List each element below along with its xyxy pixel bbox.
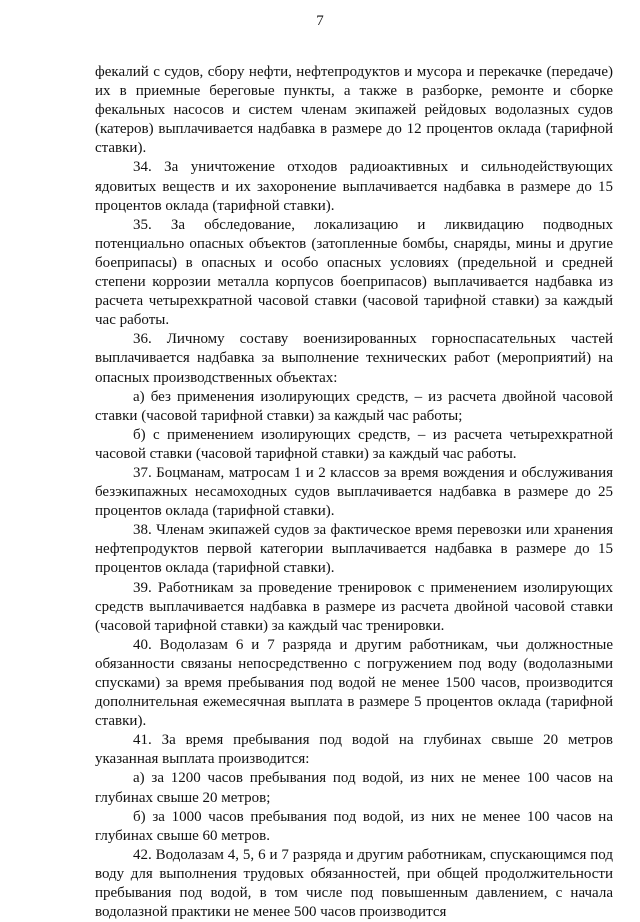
paragraph-33-continuation: фекалий с судов, сбору нефти, нефтепродуктов и мусора и перекачке (передаче) их в приемные береговые пункты, а также в разборке, ремонте и сборке фекальных насосов и систем членам экипажей рейдовых водолазных судов (катеров) выплачивается надбавка в размере до 12 процентов оклада (тарифной ставки). — [95, 64, 613, 157]
paragraph-41: 41. За время пребывания под водой на глубинах свыше 20 метров указанная выплата производится: — [95, 732, 613, 768]
paragraph-42: 42. Водолазам 4, 5, 6 и 7 разряда и другим работникам, спускающимся под воду для выполнения трудовых обязанностей, при общей продолжительности пребывания под водой, в том числе под повышенным давлением, с начала водолазной практики не менее 500 часов производится — [95, 846, 613, 921]
document-body — [95, 63, 613, 922]
paragraph-41-item-b: б) за 1000 часов пребывания под водой, из них не менее 100 часов на глубинах свыше 60 метров. — [95, 808, 613, 844]
paragraph-36: 36. Личному составу военизированных горноспасательных частей выплачивается надбавка за выполнение технических работ (мероприятий) на опасных производственных объектах: — [95, 331, 613, 386]
paragraph-36-item-b: б) с применением изолирующих средств, – из расчета четырехкратной часовой ставки (часовой тарифной ставки) за каждый час работы. — [95, 426, 613, 462]
paragraph-34: 34. За уничтожение отходов радиоактивных и сильнодействующих ядовитых веществ и их захоронение выплачивается надбавка в размере до 15 процентов оклада (тарифной ставки). — [95, 159, 613, 214]
page-number: 7 — [316, 13, 324, 29]
paragraph-38: 38. Членам экипажей судов за фактическое время перевозки или хранения нефтепродуктов первой категории выплачивается надбавка в размере до 15 процентов оклада (тарифной ставки). — [95, 522, 613, 577]
paragraph-37: 37. Боцманам, матросам 1 и 2 классов за время вождения и обслуживания безэкипажных несамоходных судов выплачивается надбавка в размере до 25 процентов оклада (тарифной ставки). — [95, 464, 613, 520]
paragraph-39: 39. Работникам за проведение тренировок с применением изолирующих средств выплачивается надбавка в размере из расчета двойной часовой ставки (часовой тарифной ставки) за каждый час тренировки. — [95, 579, 613, 634]
paragraph-41-item-a: а) за 1200 часов пребывания под водой, из них не менее 100 часов на глубинах свыше 20 метров; — [95, 770, 613, 806]
paragraph-35: 35. За обследование, локализацию и ликвидацию подводных потенциально опасных объектов (затопленные бомбы, снаряды, мины и другие боеприпасы) в опасных и особо опасных условиях (предельной и средней степени коррозии металла корпусов боеприпасов) выплачивается надбавка из расчета четырехкратной часовой ставки (часовой тарифной ставки) за каждый час работы. — [95, 216, 613, 329]
paragraph-36-item-a: а) без применения изолирующих средств, – из расчета двойной часовой ставки (часовой тарифной ставки) за каждый час работы; — [95, 388, 613, 424]
paragraph-40: 40. Водолазам 6 и 7 разряда и другим работникам, чьи должностные обязанности связаны непосредственно с погружением под воду (водолазными спусками) за время пребывания под водой не менее 1500 часов, производится дополнительная ежемесячная выплата в размере 5 процентов оклада (тарифной ставки). — [95, 636, 613, 730]
